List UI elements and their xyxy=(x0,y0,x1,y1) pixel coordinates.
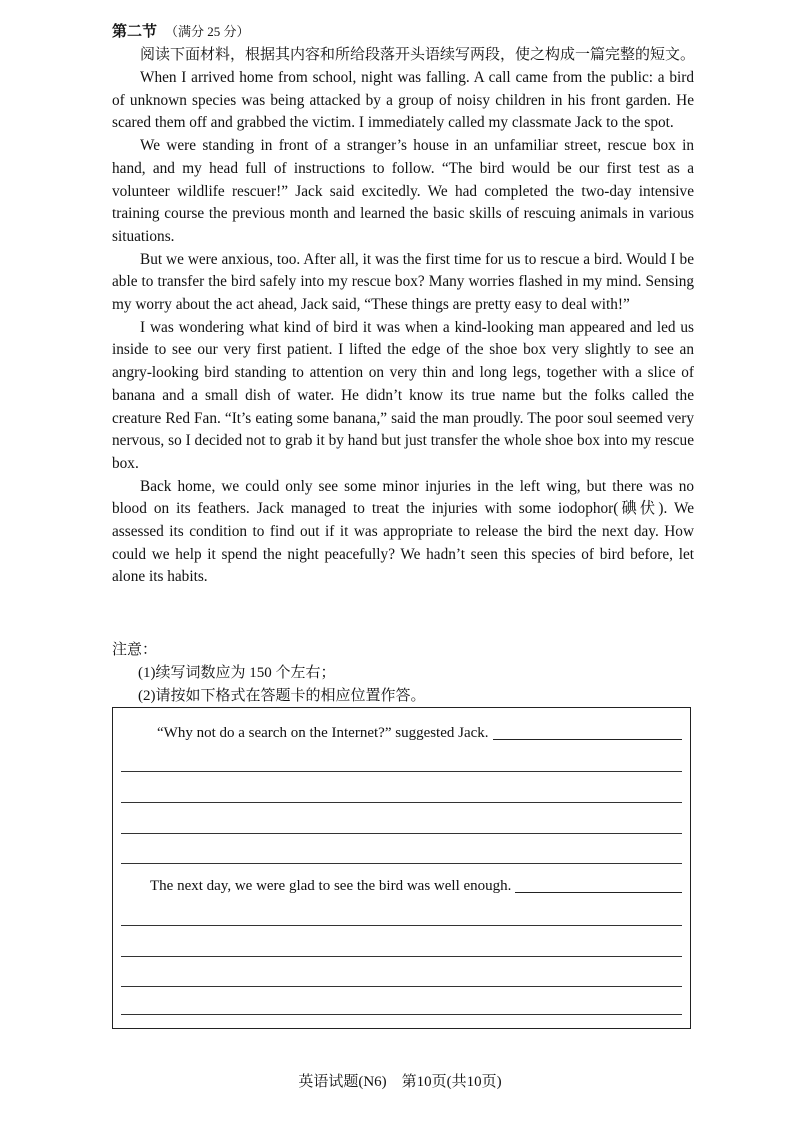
writing-line[interactable] xyxy=(121,771,682,772)
passage-paragraph: I was wondering what kind of bird it was when a kind-looking man appeared and led us inside to see our very first patient. I lifted the edge of the shoe box very slightly to see an angry-looking bird standing to attention on very thin and long legs, together with a slice of banana and a small dish of water. He didn’t know its true name but the folks called the creature Red Fan. “It’s eating some banana,” said the man proudly. The poor soul seemed very nervous, so I decided not to grab it by hand but just transfer the whole shoe box into my rescue box. xyxy=(112,318,694,472)
writing-line[interactable] xyxy=(121,956,682,957)
writing-blank[interactable] xyxy=(493,739,682,740)
reading-passage xyxy=(112,67,694,589)
writing-line[interactable] xyxy=(121,802,682,803)
prompt-1-text: “Why not do a search on the Internet?” suggested Jack. xyxy=(157,725,489,741)
notes-section xyxy=(112,639,426,708)
task-instruction: 阅读下面材料，根据其内容和所给段落开头语续写两段，使之构成一篇完整的短文。 xyxy=(140,47,696,63)
passage-paragraph: Back home, we could only see some minor injuries in the left wing, but there was no blood on its feathers. Jack managed to treat the injuries with some iodophor(碘伏). We assessed its condition to find out if it was appropriate to release the bird the next day. How could we help it spend the night peacefully? We hadn’t seen this species of bird before, let alone its habits. xyxy=(112,477,694,586)
section-score: （满分 25 分） xyxy=(165,24,250,39)
writing-line[interactable] xyxy=(121,925,682,926)
writing-line[interactable] xyxy=(121,833,682,834)
writing-line[interactable] xyxy=(121,863,682,864)
notes-label: 注意： xyxy=(112,642,158,658)
page-footer: 英语试题(N6) 第10页(共10页) xyxy=(298,1074,502,1090)
note-item: (1)续写词数应为 150 个左右； xyxy=(138,665,336,681)
prompt-2-text: The next day, we were glad to see the bird was well enough. xyxy=(150,878,512,894)
note-item: (2)请按如下格式在答题卡的相应位置作答。 xyxy=(138,688,426,704)
passage-paragraph: We were standing in front of a stranger’s house in an unfamiliar street, rescue box in hand, and my head full of instructions to follow. “The bird would be our first test as a volunteer wildlife rescuer!” Jack said excitedly. We had completed the two-day intensive training course the previous month and learned the basic skills of rescuing animals in various situations. xyxy=(112,137,694,245)
continuation-prompt-2 xyxy=(113,876,690,896)
passage-paragraph: But we were anxious, too. After all, it was the first time for us to rescue a bird. Would I be able to transfer the bird safely into my rescue box? Many worries flashed in my mind. Sensing my worry about the act ahead, Jack said, “These things are pretty easy to deal with!” xyxy=(112,250,694,314)
writing-blank[interactable] xyxy=(515,892,682,893)
section-heading xyxy=(112,21,250,43)
section-title: 第二节 xyxy=(112,24,158,40)
passage-paragraph: When I arrived home from school, night was falling. A call came from the public: a bird of unknown species was being attacked by a group of noisy children in his front garden. He scared them off and grabbed the victim. I immediately called my classmate Jack to the spot. xyxy=(112,69,694,132)
answer-box xyxy=(112,707,691,1029)
continuation-prompt-1 xyxy=(113,723,690,743)
writing-line[interactable] xyxy=(121,1014,682,1015)
writing-line[interactable] xyxy=(121,986,682,987)
